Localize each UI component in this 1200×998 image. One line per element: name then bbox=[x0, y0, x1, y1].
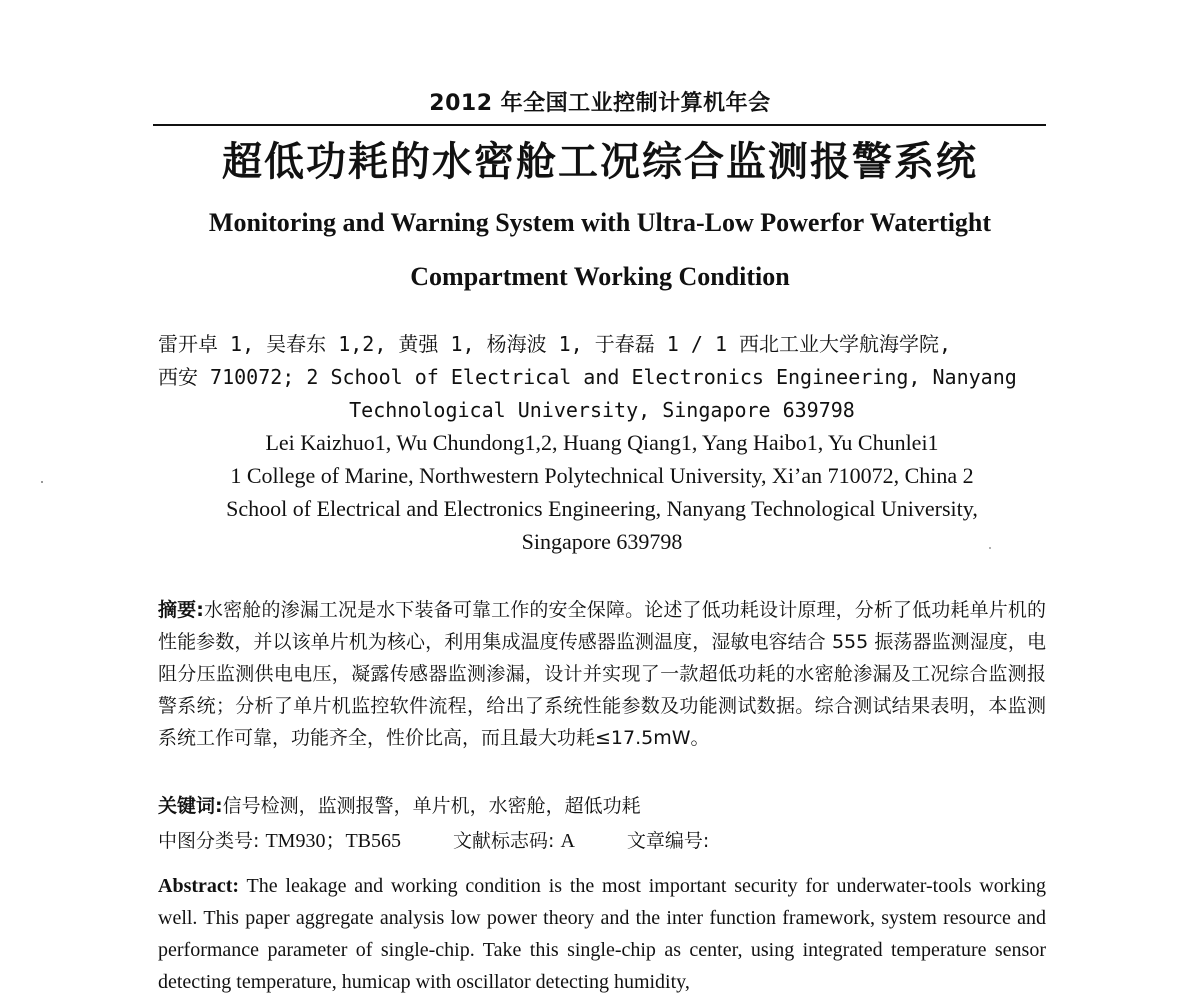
title-chinese: 超低功耗的水密舱工况综合监测报警系统 bbox=[222, 139, 978, 185]
keywords bbox=[158, 791, 1046, 821]
authors-english-line: Lei Kaizhuo1, Wu Chundong1,2, Huang Qiang1, Yang Haibo1, Yu Chunlei1 bbox=[265, 430, 939, 455]
title-english-line: Monitoring and Warning System with Ultra-Low Powerfor Watertight bbox=[208, 208, 992, 237]
classification-line bbox=[158, 826, 1046, 856]
abstract-chinese-label: 摘要: bbox=[158, 599, 204, 621]
authors-chinese-line: Technological University, Singapore 639798 bbox=[349, 398, 855, 422]
affiliation-line: Singapore 639798 bbox=[521, 529, 683, 554]
affiliation-line: School of Electrical and Electronics Engineering, Nanyang Technological University, bbox=[226, 496, 978, 521]
abstract-english bbox=[158, 870, 1046, 998]
doc-code-label: 文献标志码: bbox=[453, 830, 555, 852]
keywords-label: 关键词: bbox=[158, 795, 223, 817]
doc-code-value: A bbox=[560, 830, 575, 852]
abstract-english-label: Abstract: bbox=[158, 875, 240, 897]
title-english-line: Compartment Working Condition bbox=[410, 262, 790, 291]
authors-english bbox=[158, 426, 1046, 558]
title-english bbox=[150, 196, 1050, 304]
authors-chinese-line: 雷开卓 1, 吴春东 1,2, 黄强 1, 杨海波 1, 于春磊 1 / 1 西北工业大学航海学院, bbox=[158, 332, 952, 356]
speck bbox=[41, 481, 43, 483]
abstract-english-text: The leakage and working condition is the most important security for underwater-tools working well. This paper aggregate analysis low power theory and the inter function framework, system resource and performance parameter of single-chip. Take this single-chip as center, using integrated temperature sensor detecting temperature, humicap with oscillator detecting humidity, bbox=[158, 875, 1047, 993]
clc-value: TM930；TB565 bbox=[265, 830, 402, 852]
abstract-chinese bbox=[158, 594, 1046, 754]
header-rule bbox=[153, 124, 1046, 126]
article-number-label: 文章编号: bbox=[626, 830, 710, 852]
clc-label: 中图分类号: bbox=[158, 830, 260, 852]
conference-header: 2012 年全国工业控制计算机年会 bbox=[429, 91, 771, 116]
affiliation-line: 1 College of Marine, Northwestern Polytechnical University, Xi’an 710072, China 2 bbox=[230, 463, 974, 488]
keywords-text: 信号检测，监测报警，单片机，水密舱，超低功耗 bbox=[222, 795, 641, 817]
abstract-chinese-text: 水密舱的渗漏工况是水下装备可靠工作的安全保障。论述了低功耗设计原理，分析了低功耗单片机的性能参数，并以该单片机为核心，利用集成温度传感器监测温度，湿敏电容结合 555 振荡器监测湿度，电阻分压监测供电电压，凝露传感器监测渗漏，设计并实现了一款超低功耗的水密舱渗漏及工况综合监测报警系统；分析了单片机监控软件流程，给出了系统性能参数及功能测试数据。综合测试结果表明，本监测系统工作可靠，功能齐全，性价比高，而且最大功耗≤17.5mW。 bbox=[158, 599, 1046, 749]
authors-chinese bbox=[158, 328, 1046, 427]
authors-chinese-line: 西安 710072; 2 School of Electrical and Electronics Engineering, Nanyang bbox=[158, 365, 1017, 389]
